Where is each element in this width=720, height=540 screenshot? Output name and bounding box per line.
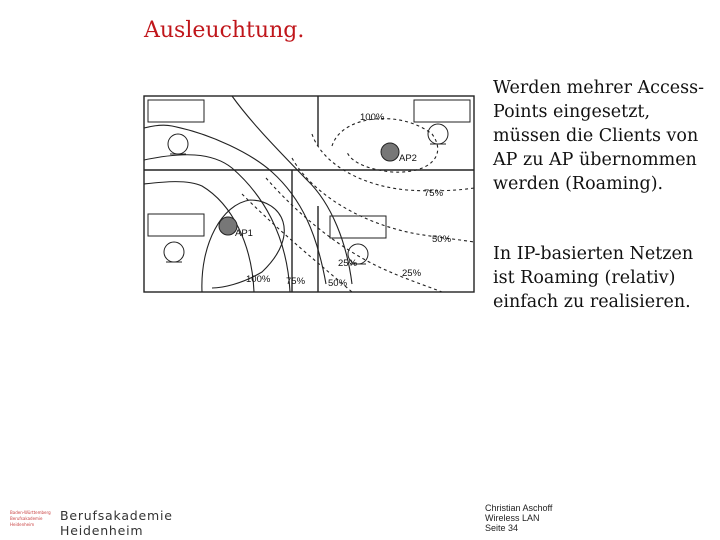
access-point-icon	[381, 143, 399, 161]
slide-footer	[485, 503, 552, 533]
coverage-label: 75%	[286, 276, 306, 287]
bullet-text: In IP-basierten Netzen ist Roaming (relativ) einfach zu realisieren.	[493, 244, 694, 312]
coverage-lines-ap1	[144, 96, 352, 292]
coverage-lines-ap2	[242, 119, 474, 292]
organization-name: Berufsakademie Heidenheim	[60, 508, 173, 538]
slide-title: Ausleuchtung.	[144, 18, 305, 43]
desk	[148, 100, 204, 122]
coverage-label: 25%	[402, 268, 422, 279]
client-icon	[428, 124, 448, 144]
page-number: Seite 34	[485, 523, 519, 533]
ap-label-2: AP2	[399, 153, 417, 164]
coverage-label: 75%	[424, 188, 444, 199]
coverage-label: 100%	[360, 112, 385, 123]
coverage-diagram	[142, 94, 476, 294]
organization-footer	[10, 508, 173, 538]
ap-label-1: AP1	[235, 228, 253, 239]
coverage-label: 25%	[338, 258, 358, 269]
desk	[414, 100, 470, 122]
coverage-label: 50%	[328, 278, 348, 289]
desk	[330, 216, 386, 238]
course-name: Wireless LAN	[485, 513, 540, 523]
client-icon	[168, 134, 188, 154]
client-icon	[164, 242, 184, 262]
author-name: Christian Aschoff	[485, 503, 553, 513]
bullet-text: Werden mehrer Access-Points eingesetzt, müssen die Clients von AP zu AP übernommen werden (Roaming).	[493, 78, 705, 194]
coverage-label: 50%	[432, 234, 452, 245]
coverage-label: 100%	[246, 274, 271, 285]
desk	[148, 214, 204, 236]
ba-logo: Baden-Württemberg Berufsakademie Heidenheim	[10, 510, 51, 527]
bullet-list	[493, 76, 713, 314]
